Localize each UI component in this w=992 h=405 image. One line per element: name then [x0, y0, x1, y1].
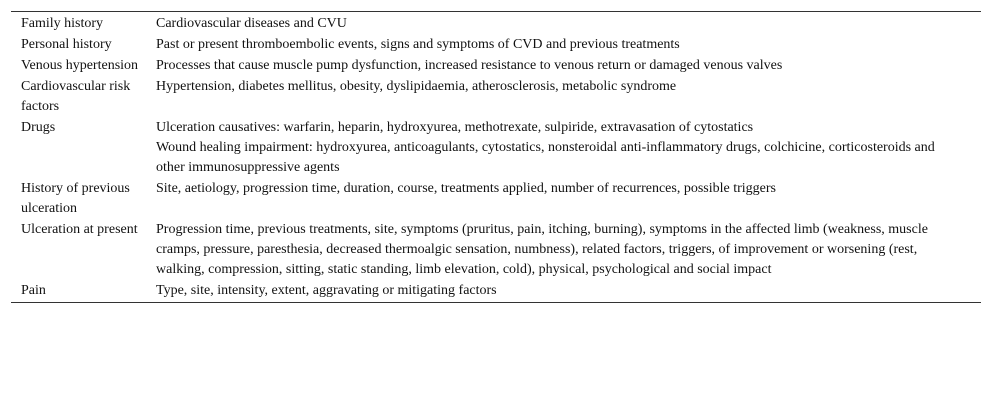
row-label: Drugs [21, 120, 56, 135]
description-line: Site, aetiology, progression time, duration, course, treatments applied, number of recurrences, possible triggers [156, 181, 776, 196]
row-description [156, 76, 981, 117]
row-label: Ulceration at present [21, 222, 138, 237]
row-label: Cardiovascular risk factors [21, 79, 131, 114]
table-row [11, 280, 981, 302]
description-line: Hypertension, diabetes mellitus, obesity, dyslipidaemia, atherosclerosis, metabolic syndrome [156, 79, 677, 94]
description-line: Progression time, previous treatments, site, symptoms (pruritus, pain, itching, burning), symptoms in the affected limb (weakness, muscle cramps, pressure, paresthesia, decreased thermoalgic sensation, numbness), related factors, triggers, of improvement or worsening (rest, walking, compression, sitting, static standing, limb elevation, cold), physical, psychological and social impact [156, 222, 928, 277]
row-description [156, 34, 981, 55]
description-line: Past or present thromboembolic events, signs and symptoms of CVD and previous treatments [156, 37, 680, 52]
description-line: Processes that cause muscle pump dysfunction, increased resistance to venous return or damaged venous valves [156, 58, 783, 73]
table-row [11, 12, 981, 34]
description-line: Type, site, intensity, extent, aggravating or mitigating factors [156, 283, 497, 298]
row-description [156, 219, 981, 280]
table-row [11, 76, 981, 117]
table-row [11, 55, 981, 76]
row-description [156, 12, 981, 34]
table-row [11, 34, 981, 55]
table-row [11, 178, 981, 219]
description-line: Wound healing impairment: hydroxyurea, anticoagulants, cytostatics, nonsteroidal anti-inflammatory drugs, colchicine, corticosteroids and other immunosuppressive agents [156, 140, 935, 175]
table-row [11, 219, 981, 280]
row-description [156, 178, 981, 219]
row-description [156, 280, 981, 302]
row-label: Family history [21, 16, 104, 31]
description-line: Ulceration causatives: warfarin, heparin, hydroxyurea, methotrexate, sulpiride, extravasation of cytostatics [156, 120, 754, 135]
row-label: Personal history [21, 37, 112, 52]
row-label: History of previous ulceration [21, 181, 130, 216]
row-description [156, 55, 981, 76]
description-line: Cardiovascular diseases and CVU [156, 16, 347, 31]
table-row [11, 117, 981, 178]
row-label: Pain [21, 283, 46, 298]
row-label: Venous hypertension [21, 58, 139, 73]
history-table [11, 12, 981, 302]
row-description [156, 117, 981, 178]
clinical-history-table [11, 11, 981, 303]
